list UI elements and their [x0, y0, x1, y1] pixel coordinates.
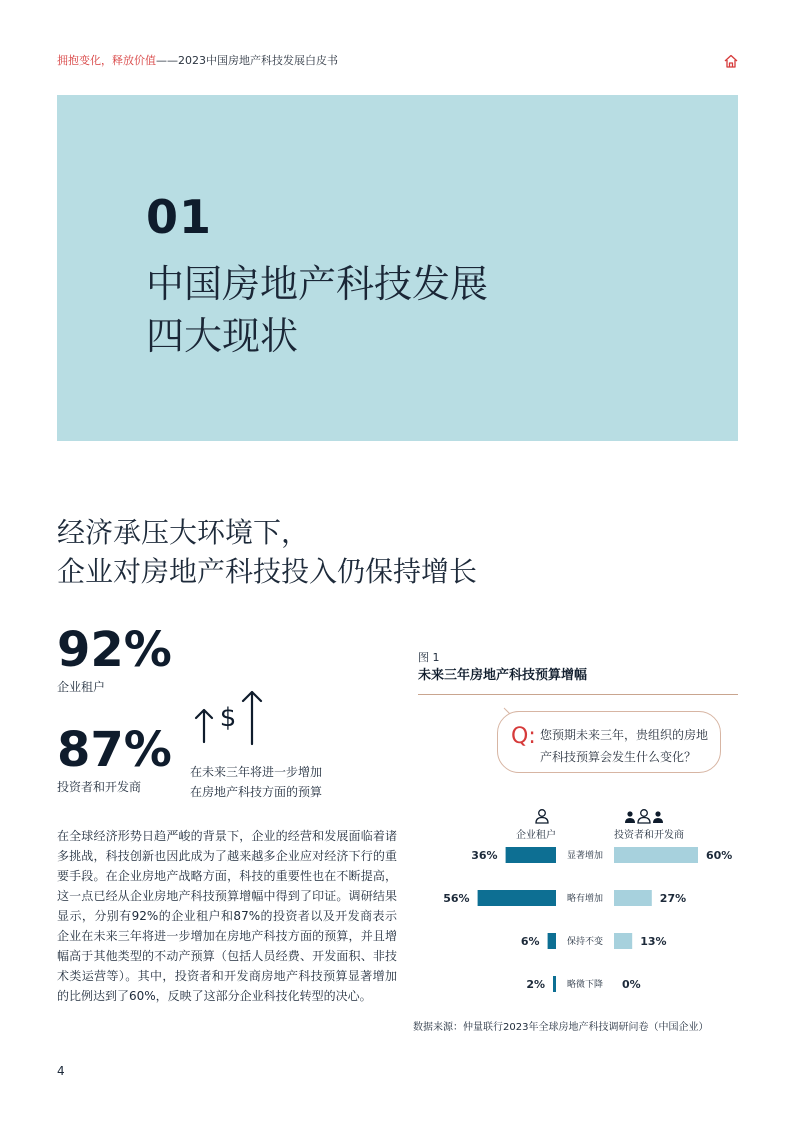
- header-accent: 拥抱变化，释放价值: [57, 54, 156, 67]
- body-paragraph: 在全球经济形势日趋严峻的背景下，企业的经营和发展面临着诸多挑战，科技创新也因此成为了越来越多企业应对经济下行的重要手段。在企业房地产战略方面，科技的重要性也在不断提高，这一点已经从企业房地产科技预算增幅中得到了印证。调研结果显示，分别有92%的企业租户和87%的投资者以及开发商表示企业在未来三年将进一步增加在房地产科技方面的预算，并且增幅高于其他类型的不动产预算（包括人员经费、开发面积、非技术类运营等）。其中，投资者和开发商房地产科技预算显著增加的比例达到了60%，反映了这部分企业科技化转型的决心。: [57, 829, 397, 1003]
- data-label-tenants: 2%: [526, 978, 545, 991]
- category-label: 略有增加: [566, 894, 604, 904]
- hero-banner: [57, 95, 738, 441]
- bar-tenants: [553, 976, 556, 992]
- data-label-investors: 13%: [640, 935, 667, 948]
- stat-label-investors: 投资者和开发商: [57, 780, 142, 794]
- section-number: 01: [146, 190, 213, 244]
- data-label-investors: 27%: [659, 892, 687, 905]
- category-label: 保持不变: [566, 937, 604, 947]
- question-line2: 产科技预算会发生什么变化？: [540, 750, 697, 764]
- data-label-investors: 0%: [622, 978, 641, 991]
- figure-label: 图 1: [418, 651, 440, 664]
- up-arrows-dollar-icon: [192, 688, 268, 746]
- section-title-line2: 四大现状: [146, 314, 299, 358]
- note-line2: 在房地产科技方面的预算: [190, 785, 323, 799]
- category-label: 略微下降: [566, 980, 604, 990]
- data-label-tenants: 56%: [443, 892, 470, 905]
- figure-divider: [418, 694, 738, 695]
- header-title: [57, 52, 338, 68]
- header-rest: ——2023中国房地产科技发展白皮书: [156, 54, 338, 67]
- bar-investors: [614, 890, 652, 906]
- survey-question-bubble: [497, 711, 721, 773]
- stat-value-investors: 87%: [57, 722, 172, 778]
- person-icon: [534, 808, 550, 824]
- question-mark: Q:: [511, 724, 536, 749]
- legend-investors: 投资者和开发商: [614, 830, 684, 841]
- bar-tenants: [506, 847, 556, 863]
- section-title-line1: 中国房地产科技发展: [146, 262, 489, 306]
- home-icon[interactable]: [723, 53, 739, 69]
- data-label-tenants: 6%: [520, 935, 540, 948]
- subheading-line1: 经济承压大环境下，: [57, 516, 310, 549]
- legend-tenants: 企业租户: [516, 830, 556, 841]
- data-label-investors: 60%: [706, 849, 733, 862]
- category-label: 显著增加: [566, 851, 604, 861]
- stat-label-tenants: 企业租户: [57, 680, 106, 694]
- stat-value-tenants: 92%: [57, 622, 172, 678]
- figure-title: 未来三年房地产科技预算增幅: [418, 668, 588, 683]
- svg-text:$: $: [219, 703, 237, 733]
- bar-investors: [614, 847, 698, 863]
- figure-source: 数据来源：仲量联行2023年全球房地产科技调研问卷（中国企业）: [413, 1022, 709, 1033]
- question-line1: 您预期未来三年，贵组织的房地: [540, 728, 709, 742]
- subheading-line2: 企业对房地产科技投入仍保持增长: [57, 555, 478, 588]
- group-icon: [624, 808, 664, 824]
- bar-tenants: [548, 933, 556, 949]
- bar-investors: [614, 933, 632, 949]
- data-label-tenants: 36%: [471, 849, 498, 862]
- note-line1: 在未来三年将进一步增加: [190, 765, 323, 779]
- page-number: 4: [57, 1064, 65, 1078]
- bar-tenants: [478, 890, 556, 906]
- budget-change-chart: [410, 838, 750, 998]
